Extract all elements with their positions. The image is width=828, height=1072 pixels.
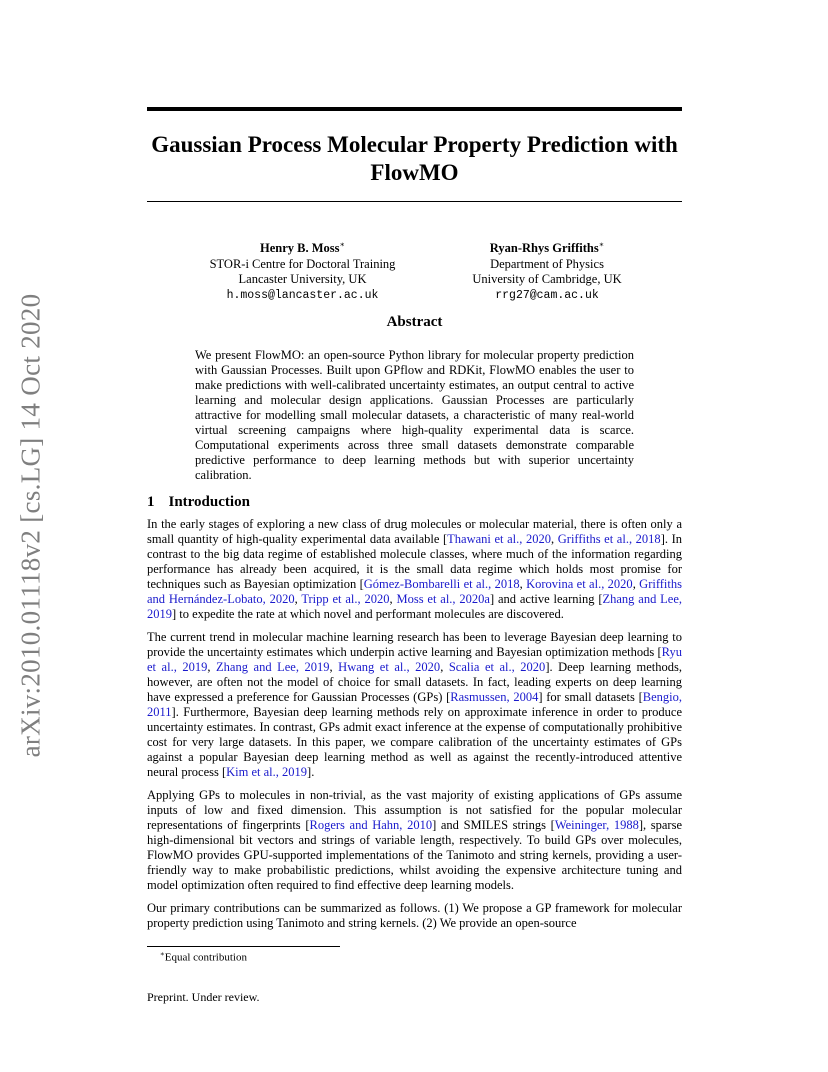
citation-link[interactable]: Korovina et al., 2020 — [526, 577, 633, 591]
author-mark: ∗ — [339, 240, 345, 249]
footnote-text: Equal contribution — [164, 951, 247, 964]
paragraph — [147, 788, 682, 893]
footnote-mark: ∗ — [160, 950, 165, 958]
text-run: , — [632, 577, 640, 591]
section-heading — [147, 494, 250, 511]
citation-link[interactable]: Zhang and Lee, 2019 — [147, 592, 683, 621]
text-run: ] to expedite the rate at which novel and performant molecules are discovered. — [172, 607, 564, 621]
paragraph — [147, 901, 682, 931]
citation-link[interactable]: Griffiths et al., 2018 — [557, 532, 661, 546]
text-run: Applying GPs to molecules in non-trivial, as the vast majority of existing applications of GPs assume inputs of low and fixed dimension. This assumption is not satisfied for the popular molecular representations of fingerprints [ — [147, 788, 682, 832]
text-run: The current trend in molecular machine learning research has been to leverage Bayesian deep learning to provide the uncertainty estimates which underpin active learning and Bayesian optimization methods [ — [147, 630, 682, 659]
citation-link[interactable]: Gómez-Bombarelli et al., 2018 — [363, 577, 520, 591]
citation-link[interactable]: Zhang and Lee, 2019 — [216, 660, 330, 674]
author-name: Ryan-Rhys Griffiths — [489, 241, 599, 256]
citation-link[interactable]: Scalia et al., 2020 — [448, 660, 546, 674]
title-bottom-rule — [147, 201, 682, 202]
section-title: Introduction — [168, 494, 250, 510]
footnote — [160, 950, 247, 964]
author-email: h.moss@lancaster.ac.uk — [226, 288, 379, 302]
text-run: ]. — [307, 765, 315, 779]
author-name: Henry B. Moss — [260, 241, 340, 256]
text-run: , — [440, 660, 449, 674]
author-email: rrg27@cam.ac.uk — [495, 288, 599, 302]
author-mark: ∗ — [598, 240, 605, 249]
citation-link[interactable]: Moss et al., 2020a — [396, 592, 490, 606]
author-affiliation: University of Cambridge, UK — [472, 272, 622, 287]
text-run: , — [551, 532, 558, 546]
author-block-2 — [447, 237, 647, 303]
preprint-note: Preprint. Under review. — [147, 990, 260, 1004]
text-run: , — [389, 592, 397, 606]
citation-link[interactable]: Kim et al., 2019 — [226, 765, 308, 779]
citation-link[interactable]: Ryu et al., 2019 — [147, 645, 682, 674]
citation-link[interactable]: Tripp et al., 2020 — [301, 592, 390, 606]
paragraph — [147, 517, 682, 622]
citation-link[interactable]: Thawani et al., 2020 — [447, 532, 552, 546]
abstract-text: We present FlowMO: an open-source Python library for molecular property prediction with Gaussian Processes. Built upon GPflow and RDKit, FlowMO enables the user to make predictions with well-calibrated uncertainty estimates, an output central to active learning and molecular design applications. Gaussian Processes are particularly attractive for modelling small molecular datasets, a characteristic of many real-world virtual screening campaigns where high-quality experimental data is scarce. Computational experiments across three small datasets demonstrate comparable predictive performance to deep learning methods but with superior uncertainty calibration. — [195, 348, 634, 482]
text-run: ]. Furthermore, Bayesian deep learning methods rely on approximate inference in order to produce uncertainty estimates. In contrast, GPs admit exact inference at the expense of computationally prohibitive cost for very large datasets. In this paper, we compare calibration of the uncertainty estimates of GPs against a popular Bayesian deep learning method as well as against the recently-introduced attentive neural process [ — [147, 705, 682, 779]
abstract-heading: Abstract — [386, 314, 443, 330]
section-number: 1 — [147, 494, 155, 510]
text-run: ], sparse high-dimensional bit vectors and strings of variable length, respectively. To build GPs over molecules, FlowMO provides GPU-supported implementations of the Tanimoto and string kernels, providing a user-friendly way to make probabilistic predictions, whilst avoiding the expensive architecture tuning and model optimization often required to find effective deep learning models. — [147, 818, 682, 892]
text-run: Our primary contributions can be summarized as follows. (1) We propose a GP framework for molecular property prediction using Tanimoto and string kernels. (2) We provide an open-source — [147, 901, 682, 930]
body-text — [147, 517, 682, 939]
citation-link[interactable]: Hwang et al., 2020 — [338, 660, 441, 674]
author-affiliation: Department of Physics — [490, 256, 604, 271]
text-run: ]. In contrast to the big data regime of established molecule classes, where much of the information regarding performance has already been acquired, it is the small data regime which holds most promise for techniques such as Bayesian optimization [ — [147, 532, 682, 591]
author-block-1 — [190, 237, 415, 303]
paper-title: Gaussian Process Molecular Property Prediction with FlowMO — [151, 132, 678, 185]
text-run: , — [294, 592, 302, 606]
arxiv-stamp — [11, 290, 51, 760]
citation-link[interactable]: Weininger, 1988 — [554, 818, 639, 832]
arxiv-id: arXiv:2010.01118v2 [cs.LG] 14 Oct 2020 — [15, 293, 46, 757]
text-run: ]. Deep learning methods, however, are often not the model of choice for small datasets. In fact, leading experts on deep learning have expressed a preference for Gaussian Processes (GPs) [ — [147, 660, 683, 704]
citation-link[interactable]: Rasmussen, 2004 — [450, 690, 539, 704]
text-run: ] and active learning [ — [489, 592, 603, 606]
text-run: , — [329, 660, 339, 674]
citation-link[interactable]: Bengio, 2011 — [147, 690, 682, 719]
text-run: ] for small datasets [ — [538, 690, 643, 704]
text-run: , — [519, 577, 527, 591]
paragraph — [147, 630, 682, 780]
footnote-rule — [147, 946, 340, 947]
text-run: , — [207, 660, 217, 674]
citation-link[interactable]: Griffiths and Hernández-Lobato, 2020 — [147, 577, 682, 606]
title-top-rule — [147, 107, 682, 111]
citation-link[interactable]: Rogers and Hahn, 2010 — [309, 818, 433, 832]
author-affiliation: STOR-i Centre for Doctoral Training — [209, 256, 396, 271]
text-run: ] and SMILES strings [ — [432, 818, 555, 832]
author-affiliation: Lancaster University, UK — [238, 272, 367, 287]
text-run: In the early stages of exploring a new class of drug molecules or molecular material, there is often only a small quantity of high-quality experimental data available [ — [147, 517, 682, 546]
